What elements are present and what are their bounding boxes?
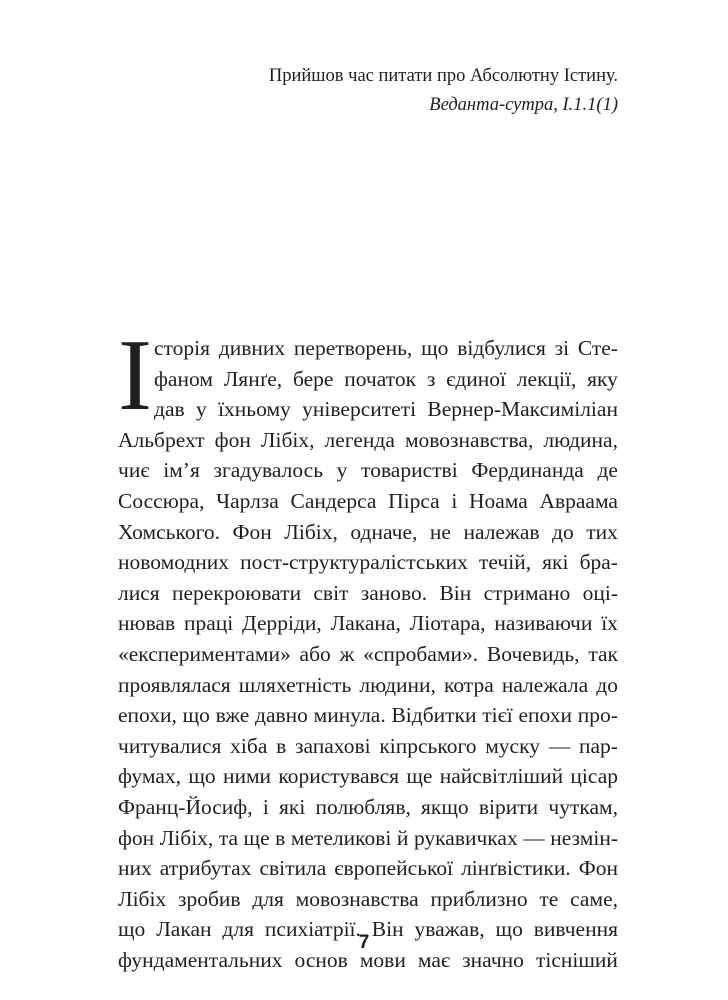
word: основ [294, 947, 348, 972]
text-line [118, 364, 618, 395]
word: проявлялася [118, 672, 231, 697]
word: саме, [570, 886, 618, 911]
word: згадувалось [213, 458, 324, 483]
word: Сандерса [290, 488, 377, 513]
word: Лібіх, [260, 427, 315, 452]
word: муску [485, 733, 540, 758]
word: бра- [579, 550, 618, 575]
word: світ [313, 580, 349, 605]
word: Вернер-Максиміліан [427, 397, 618, 422]
word: лінґвістики. [461, 856, 571, 881]
epigraph-quote: Прийшов час питати про Абсолютну Істину. [268, 66, 618, 86]
word: користувався [278, 764, 400, 789]
word: пост-структуралістських [240, 550, 468, 575]
word: Лібіх, [284, 519, 338, 544]
word: і [262, 794, 269, 819]
word: Пірса [388, 488, 440, 513]
word: мовознавства, [404, 427, 534, 452]
epigraph [269, 62, 618, 120]
text-line [118, 517, 618, 548]
word: Сте- [577, 336, 618, 360]
word: Лакан [156, 917, 212, 942]
word: метеликові [290, 825, 392, 850]
word: Фон [232, 519, 272, 544]
epigraph-source: Веданта-сутра, І.1.1(1) [429, 95, 618, 115]
word: Ліотара, [409, 611, 486, 636]
word: в [275, 825, 286, 850]
word: ще [243, 825, 270, 850]
word: Він [371, 917, 404, 942]
word: атрибутах [159, 856, 252, 881]
word: фундаментальних [118, 947, 283, 972]
word: течій, [479, 550, 532, 575]
word: стримано [483, 580, 571, 605]
text-line [118, 333, 618, 364]
word: — [523, 825, 545, 850]
word: кіпрського [379, 733, 477, 758]
word: вивчення [533, 917, 618, 942]
word: єдиної [446, 366, 507, 391]
word: та [218, 825, 239, 850]
word: — [548, 733, 571, 758]
text-line [118, 608, 618, 639]
text-line [118, 761, 618, 792]
word: що [495, 917, 523, 942]
word: їх [601, 611, 618, 636]
word: мовознавства [295, 886, 419, 911]
word: Чарлза [216, 488, 279, 513]
word: Авраама [539, 488, 618, 513]
text-line [118, 394, 618, 425]
word: Альбрехт [118, 427, 205, 452]
word: дав [154, 397, 185, 422]
word: й [396, 825, 409, 850]
word: що [188, 764, 216, 789]
word: «експериментами» [118, 641, 291, 666]
word: значно [462, 947, 524, 972]
word: лекції, [516, 366, 577, 391]
word: вірити [478, 794, 539, 819]
word: рукавичках [413, 825, 518, 850]
word: запахові [294, 733, 371, 758]
word: Лібіх, [159, 825, 214, 850]
word: світила [259, 856, 327, 881]
word: фон [214, 427, 251, 452]
word: фаном [154, 366, 213, 391]
word: людини, [359, 672, 436, 697]
word: Дерріди, [242, 611, 322, 636]
word: якщо [421, 794, 469, 819]
word: те [539, 886, 559, 911]
text-line [118, 792, 618, 823]
text-line [118, 853, 618, 884]
word: оці- [582, 580, 618, 605]
word: приблизно [430, 886, 528, 911]
word: у [195, 397, 207, 422]
word: ж [339, 641, 355, 666]
word: уважав, [414, 917, 485, 942]
word: минула. [313, 703, 386, 728]
word: Лянґе, [223, 366, 283, 391]
word: тієї [482, 703, 513, 728]
word: пар- [578, 733, 618, 758]
word: до [596, 672, 618, 697]
word: незмін- [550, 825, 618, 850]
word: фон [118, 825, 155, 850]
word: до [552, 519, 574, 544]
text-line [118, 425, 618, 456]
word: легенда [324, 427, 395, 452]
text-line [118, 455, 618, 486]
word: Фердинанда [471, 458, 584, 483]
word: шляхетність [238, 672, 352, 697]
text-line [118, 578, 618, 609]
word: для [222, 917, 254, 942]
word: які [279, 794, 306, 819]
word: або [299, 641, 331, 666]
word: товаристві [361, 458, 458, 483]
word: бере [292, 366, 334, 391]
word: них [118, 856, 152, 881]
word: де [597, 458, 618, 483]
word: одначе, [350, 519, 418, 544]
word: найсвітліший [439, 764, 564, 789]
text-line [118, 670, 618, 701]
text-line [118, 486, 618, 517]
word: європейської [334, 856, 454, 881]
word: називаючи [494, 611, 593, 636]
word: тих [586, 519, 618, 544]
word: мови [359, 947, 406, 972]
word: Лакана, [330, 611, 401, 636]
word: новомодних [118, 550, 230, 575]
word: що [118, 917, 146, 942]
word: так [588, 641, 618, 666]
word: початок [344, 366, 417, 391]
word: Відбитки [391, 703, 477, 728]
word: чиє [118, 458, 150, 483]
word: нював [118, 611, 176, 636]
word: читувалися [118, 733, 222, 758]
word: дивних [218, 336, 286, 360]
word: для [252, 886, 284, 911]
word: чуткам, [548, 794, 618, 819]
text-line [118, 639, 618, 670]
word: Ноама [468, 488, 528, 513]
word: відбулися [457, 336, 546, 360]
word: праці [183, 611, 234, 636]
word: Лібіх [118, 886, 167, 911]
text-line [118, 731, 618, 762]
word: які [542, 550, 569, 575]
word: зробив [177, 886, 241, 911]
word: Вочевидь, [486, 641, 580, 666]
word: заново. [360, 580, 428, 605]
word: з [426, 366, 436, 391]
word: університеті [302, 397, 417, 422]
word: належала [501, 672, 589, 697]
text-line [118, 700, 618, 731]
word: цісар [570, 764, 618, 789]
word: епохи, [118, 703, 177, 728]
word: про- [577, 703, 618, 728]
word: Соссюра, [118, 488, 205, 513]
word: Хомського. [118, 519, 220, 544]
word: людина, [543, 427, 618, 452]
word: у [336, 458, 348, 483]
word: належав [463, 519, 540, 544]
text-line [118, 884, 618, 915]
drop-cap: І [118, 319, 152, 432]
word: лися [118, 580, 160, 605]
word: котра [443, 672, 494, 697]
text-line [118, 547, 618, 578]
page-number: 7 [358, 932, 370, 953]
word: Франц-Йосиф, [118, 794, 253, 819]
word: їхньому [218, 397, 291, 422]
word: що [421, 336, 449, 360]
word: що [182, 703, 210, 728]
word: перекроювати [171, 580, 302, 605]
word: Фон [578, 856, 618, 881]
word: хіба [230, 733, 268, 758]
word: Він [439, 580, 472, 605]
word: сторія [154, 336, 211, 360]
word: і [451, 488, 458, 513]
word: перетворень, [293, 336, 413, 360]
word: вже [215, 703, 250, 728]
text-line [118, 823, 618, 854]
word: давно [255, 703, 308, 728]
word: яку [587, 366, 618, 391]
word: в [276, 733, 287, 758]
word: зі [554, 336, 570, 360]
word: тісніший [535, 947, 618, 972]
word: ім’я [163, 458, 200, 483]
word: не [429, 519, 451, 544]
word: ще [406, 764, 433, 789]
word: ними [222, 764, 272, 789]
word: «спробами». [363, 641, 479, 666]
word: має [417, 947, 451, 972]
word: полюбляв, [315, 794, 411, 819]
body-paragraph [118, 319, 618, 975]
word: фумах, [118, 764, 181, 789]
word: психіатрії. [264, 917, 361, 942]
word: епохи [518, 703, 573, 728]
